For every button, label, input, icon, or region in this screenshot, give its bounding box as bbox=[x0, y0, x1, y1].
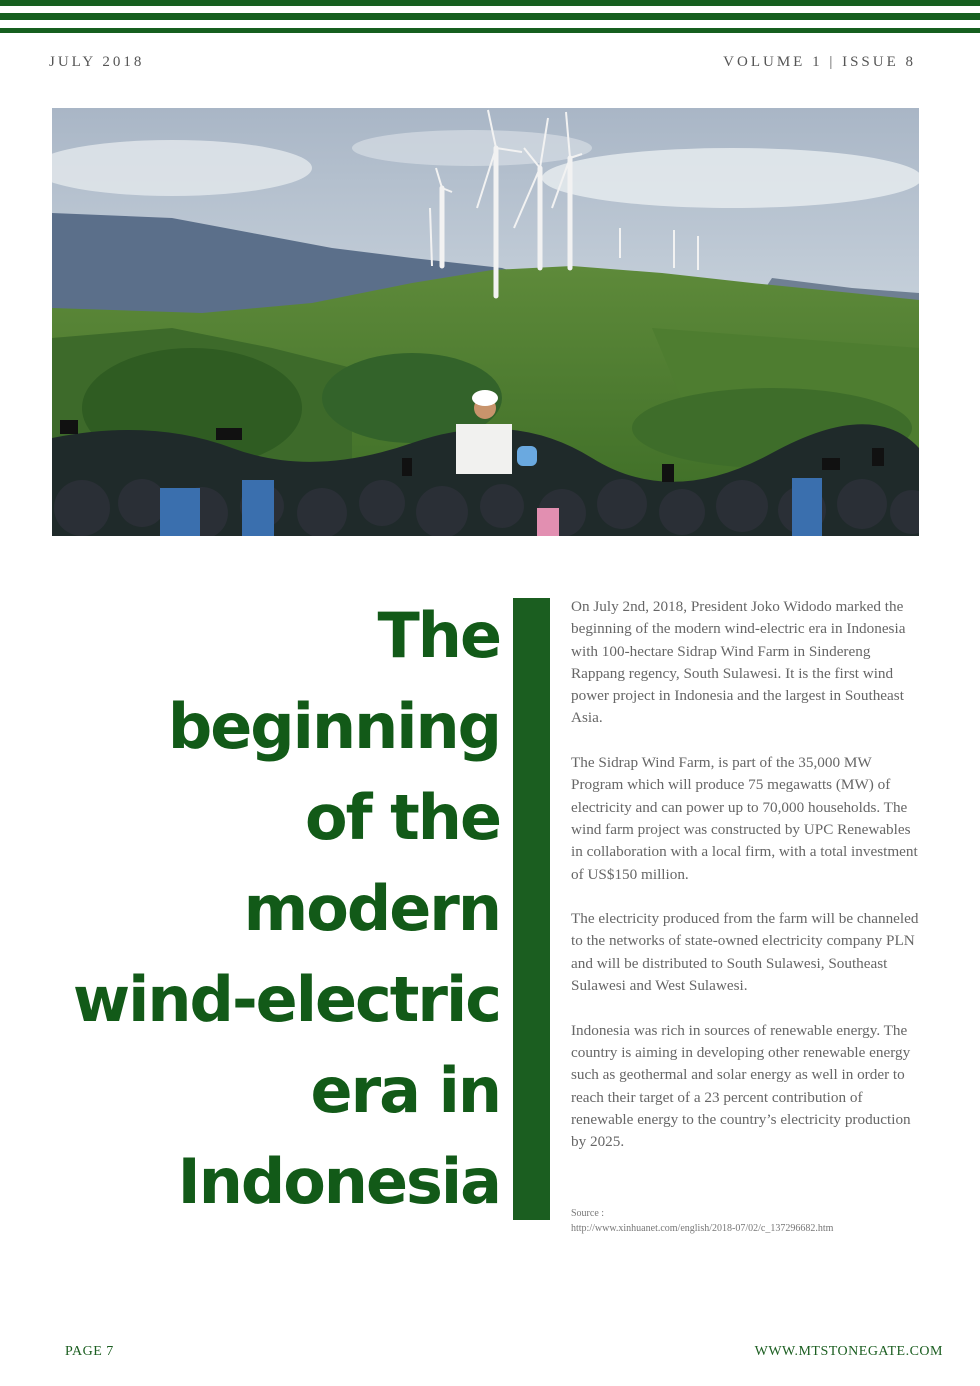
title-line: wind-electric bbox=[72, 963, 500, 1036]
issue-volume: VOLUME 1 | ISSUE 8 bbox=[723, 54, 916, 70]
title-line: The bbox=[377, 599, 500, 672]
title-line: modern bbox=[243, 872, 500, 945]
page-number: PAGE 7 bbox=[65, 1344, 114, 1359]
article-title bbox=[40, 590, 500, 1227]
title-line: of the bbox=[305, 781, 500, 854]
top-stripe-1 bbox=[0, 0, 980, 6]
source-link[interactable]: http://www.xinhuanet.com/english/2018-07/02/c_137296682.htm bbox=[571, 1223, 834, 1234]
issue-date: JULY 2018 bbox=[49, 54, 145, 70]
article-body bbox=[571, 596, 926, 1176]
accent-bar bbox=[513, 598, 550, 1220]
wind-farm-photo bbox=[52, 108, 919, 536]
paragraph: The electricity produced from the farm will be channeled to the networks of state-owned electricity company PLN and will be distributed to South Sulawesi, Southeast Sulawesi and West Sulawesi. bbox=[571, 910, 919, 995]
source-citation bbox=[571, 1206, 833, 1236]
top-stripe-3 bbox=[0, 28, 980, 33]
website-link[interactable]: WWW.MTSTONEGATE.COM bbox=[754, 1344, 943, 1359]
title-line: era in bbox=[310, 1054, 500, 1127]
paragraph: The Sidrap Wind Farm, is part of the 35,000 MW Program which will produce 75 megawatts (MW) of electricity and can power up to 70,000 households. The wind farm project was constructed by UPC Renewables in collaboration with a local firm, with a total investment of US$150 million. bbox=[571, 754, 918, 883]
title-line: beginning bbox=[167, 690, 500, 763]
title-line: Indonesia bbox=[177, 1145, 500, 1218]
paragraph: Indonesia was rich in sources of renewable energy. The country is aiming in developing other renewable energy such as geothermal and solar energy as well in order to reach their target of a 23 percent contribution of renewable energy to the country’s electricity production by 2025. bbox=[571, 1021, 911, 1151]
top-stripe-2 bbox=[0, 13, 980, 20]
source-label: Source : bbox=[571, 1208, 605, 1219]
paragraph: On July 2nd, 2018, President Joko Widodo marked the beginning of the modern wind-electric era in Indonesia with 100-hectare Sidrap Wind Farm in Sindereng Rappang regency, South Sulawesi. It is the first wind power project in Indonesia and the largest in Southeast Asia. bbox=[571, 598, 906, 727]
